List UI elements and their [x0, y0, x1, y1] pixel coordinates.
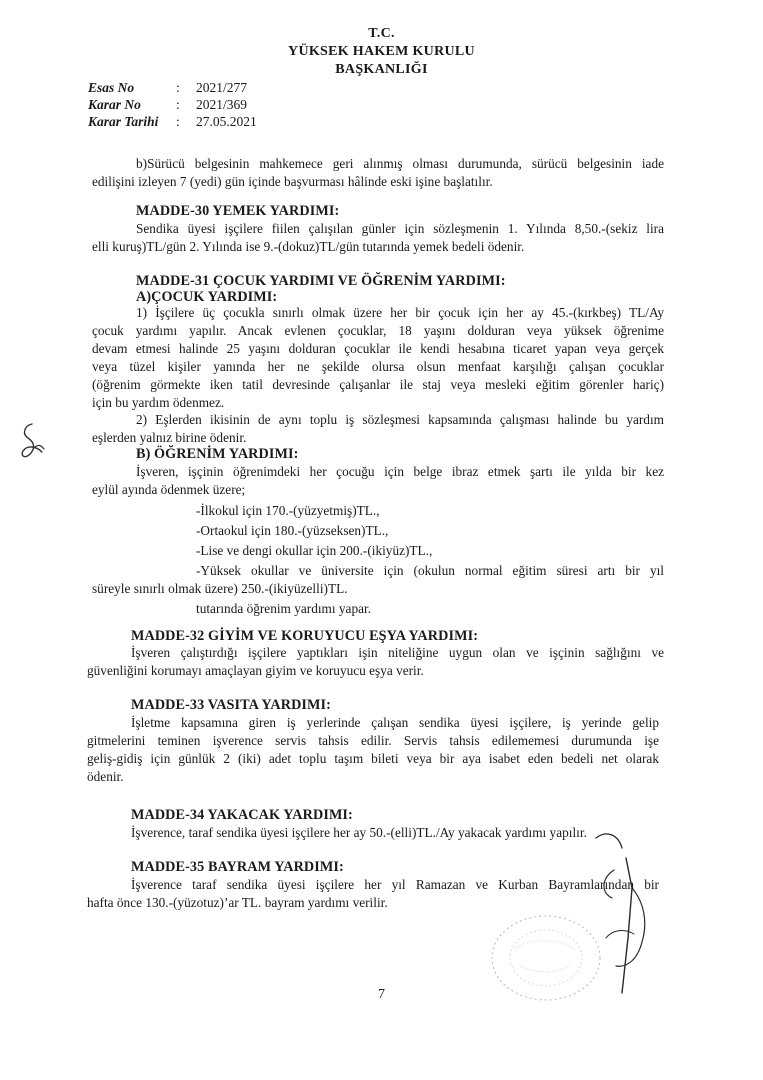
meta-karar — [88, 97, 247, 113]
article-31-line: veya tüzel kişiler yanında her ne şekilde olursa olsun menfaat karşılığı çalışan çocuklar — [92, 359, 664, 374]
article-33-line: geliş-gidiş için günlük 2 (iki) adet toplu taşım bileti veya bir aya isabet eden bedeli net olarak — [87, 751, 659, 766]
meta-colon: : — [176, 80, 180, 95]
meta-value: 2021/277 — [196, 80, 248, 95]
intro-line: edilişini izleyen 7 (yedi) gün içinde başvurması hâlinde eski işine başlatılır. — [92, 174, 493, 189]
article-33-line: gitmelerini teminen işverence servis tahsis edilir. Servis tahsis edilememesi durumunda işe — [87, 733, 659, 748]
meta-colon: : — [176, 114, 180, 129]
article-31-line: 1) İşçilere üç çocukla sınırlı olmak üzere her bir çocuk için her ay 45.-(kırkbeş) TL/Ay — [136, 305, 664, 320]
page-number: 7 — [378, 987, 385, 1002]
meta-karar-tarihi — [88, 114, 257, 130]
article-31-title: MADDE-31 ÇOCUK YARDIMI VE ÖĞRENİM YARDIMI: — [136, 273, 506, 289]
meta-label: Karar Tarihi — [88, 114, 159, 129]
article-31-list-item: -Ortaokul için 180.-(yüzseksen)TL., — [196, 523, 389, 538]
intro-line: b)Sürücü belgesinin mahkemece geri alınmış olması durumunda, sürücü belgesinin iade — [136, 156, 664, 171]
meta-esas — [88, 80, 247, 96]
article-31-list-item: -Lise ve dengi okullar için 200.-(ikiyüz)TL., — [196, 543, 433, 558]
article-32-line: güvenliğini korumayı amaçlayan giyim ve koruyucu eşya verir. — [87, 663, 424, 678]
article-34-title: MADDE-34 YAKACAK YARDIMI: — [131, 807, 353, 823]
article-31-line: eylül ayında ödenmek üzere; — [92, 482, 246, 497]
article-35-line: hafta önce 130.-(yüzotuz)’ar TL. bayram yardımı verilir. — [87, 895, 388, 910]
article-31-line: süreyle sınırlı olmak üzere) 250.-(ikiyüzelli)TL. — [92, 581, 348, 596]
header-institution: YÜKSEK HAKEM KURULU — [288, 44, 475, 59]
meta-value: 27.05.2021 — [196, 114, 257, 129]
article-31-line: 2) Eşlerden ikisinin de aynı toplu iş sözleşmesi kapsamında çalışması halinde bu yardım — [136, 412, 664, 427]
article-30-line: Sendika üyesi işçilere fiilen çalışılan günler için sözleşmenin 1. Yılında 8,50.-(sekiz lira — [136, 221, 664, 236]
article-35-title: MADDE-35 BAYRAM YARDIMI: — [131, 859, 344, 875]
article-32-line: İşveren çalıştırdığı işçilere yaptıkları işin niteliğine uygun olan ve işçinin sağlığını ve — [131, 645, 664, 660]
article-31-line: devam etmesi halinde 25 yaşını dolduran çocuklar ile kendi hesabına ticaret yapan veya gerçek — [92, 341, 664, 356]
article-31-line: eşlerden yalnız birine ödenir. — [92, 430, 247, 445]
article-31-line: (öğrenim görmekte iken tatil devresinde çalışanlar ile staj veya mesleki eğitim görenler hariç) — [92, 377, 664, 392]
article-31-list-item: -Yüksek okullar ve üniversite için (okulun normal eğitim süresi artı bir yıl — [196, 563, 664, 578]
article-33-title: MADDE-33 VASITA YARDIMI: — [131, 697, 331, 713]
article-33-line: ödenir. — [87, 769, 124, 784]
article-33-line: İşletme kapsamına giren iş yerlerinde çalışan sendika üyesi işçilere, iş yerinde gelip — [131, 715, 659, 730]
meta-label: Karar No — [88, 97, 141, 112]
meta-label: Esas No — [88, 80, 135, 95]
article-31-list-item: -İlkokul için 170.-(yüzyetmiş)TL., — [196, 503, 380, 518]
signature-icon — [572, 818, 682, 1018]
article-31-line: tutarında öğrenim yardımı yapar. — [196, 601, 372, 616]
article-34-line: İşverence, taraf sendika üyesi işçilere her ay 50.-(elli)TL./Ay yakacak yardımı yapılır. — [131, 825, 587, 840]
article-31-line: için bu yardım ödenmez. — [92, 395, 225, 410]
article-31-sub-b: B) ÖĞRENİM YARDIMI: — [136, 446, 299, 462]
article-31-line: İşveren, işçinin öğrenimdeki her çocuğu için belge ibraz etmek şartı ile yılda bir kez — [136, 464, 664, 479]
article-30-title: MADDE-30 YEMEK YARDIMI: — [136, 203, 340, 219]
meta-colon: : — [176, 97, 180, 112]
header-tc: T.C. — [368, 26, 395, 41]
meta-value: 2021/369 — [196, 97, 248, 112]
handwritten-initials-icon — [14, 418, 48, 468]
article-30-line: elli kuruş)TL/gün 2. Yılında ise 9.-(dokuz)TL/gün tutarında yemek bedeli ödenir. — [92, 239, 525, 254]
article-31-sub-a: A)ÇOCUK YARDIMI: — [136, 289, 278, 305]
article-35-line: İşverence taraf sendika üyesi işçilere her yıl Ramazan ve Kurban Bayramlarından bir — [131, 877, 659, 892]
article-32-title: MADDE-32 GİYİM VE KORUYUCU EŞYA YARDIMI: — [131, 628, 479, 644]
header-department: BAŞKANLIĞI — [335, 62, 428, 77]
article-31-line: çocuk yardımı yapılır. Ancak evlenen çocuklar, 18 yaşını dolduran veya yüksek öğrenime — [92, 323, 664, 338]
